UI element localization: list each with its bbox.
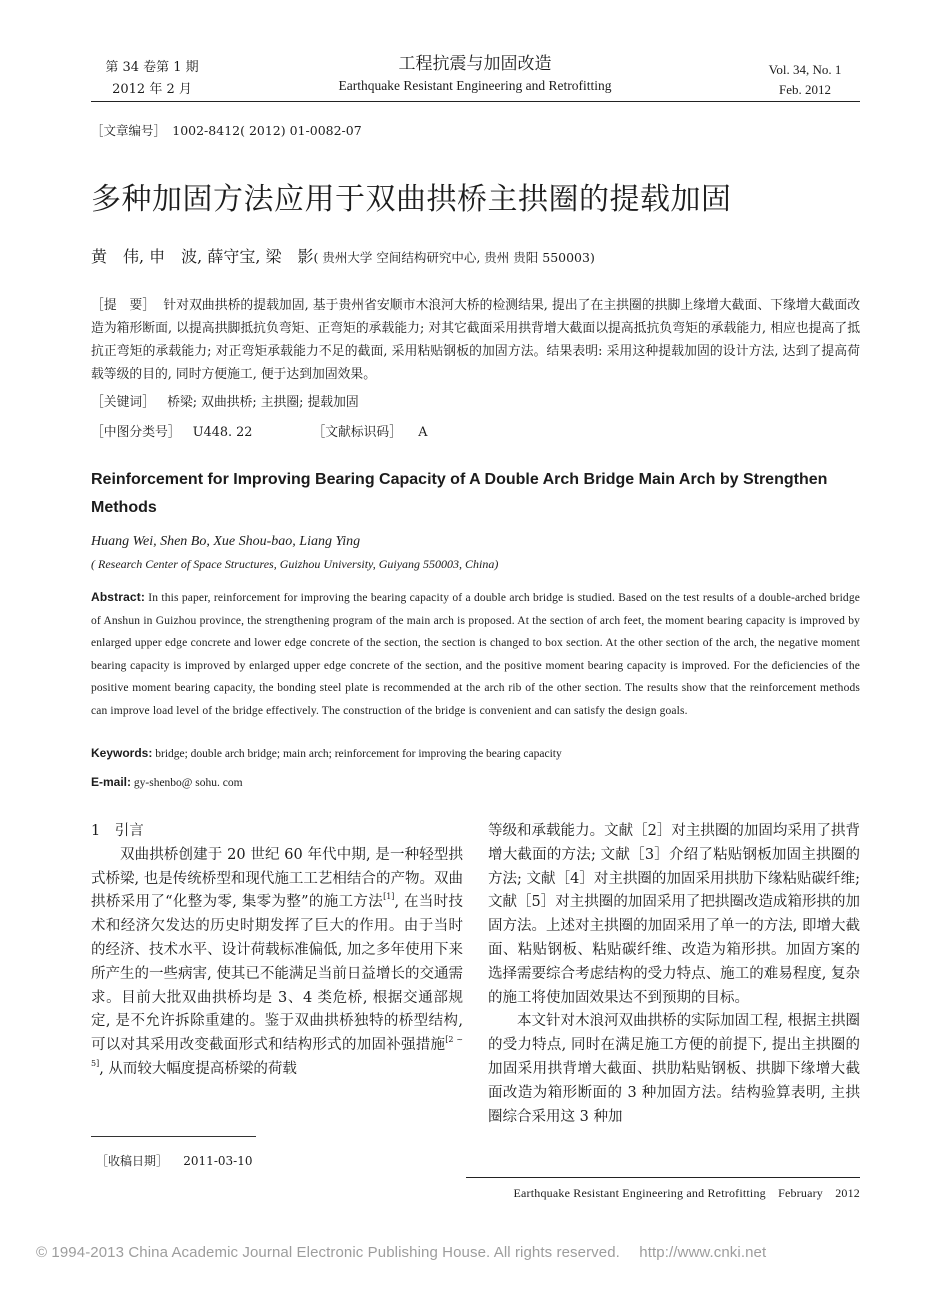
issue-date-cn: 2012 年 2 月 xyxy=(112,82,192,97)
citation-2-5: [2 ~ 5] xyxy=(91,1035,463,1068)
affiliation-cn: ( 贵州大学 空间结构研究中心, 贵州 贵阳 550003) xyxy=(313,250,595,265)
keywords-cn xyxy=(91,391,359,410)
intro-text-a: 双曲拱桥创建于 20 世纪 60 年代中期, 是一种轻型拱式桥梁, 也是传统桥型和现代施工工艺相结合的产物。双曲拱桥采用了“化整为零, 集零为整”的施工方法 xyxy=(91,846,463,911)
paper-title-en: Reinforcement for Improving Bearing Capacity of A Double Arch Bridge Main Arch by Strengthen Methods xyxy=(91,471,828,516)
email-line xyxy=(91,775,243,789)
keywords-en-label: Keywords: xyxy=(91,746,153,760)
received-label: ［收稿日期］ xyxy=(96,1154,169,1168)
journal-issue-cn xyxy=(104,57,200,101)
intro-paragraph-2: 本文针对木浪河双曲拱桥的实际加固工程, 根据主拱圈的受力特点, 同时在满足施工方便的前提下, 提出主拱圈的加固采用拱背增大截面、拱肋粘贴钢板、拱脚下缘增大截面改造为箱形断面的 3 种加固方法。结构验算表明, 主拱圈综合采用这 3 种加 xyxy=(488,1013,860,1125)
classification xyxy=(91,421,428,440)
email-address: gy-shenbo@ sohu. com xyxy=(133,777,243,789)
clc-code: U448. 22 xyxy=(192,425,253,440)
keywords-en-text: bridge; double arch bridge; main arch; reinforcement for improving the bearing capacity xyxy=(155,748,562,760)
abstract-cn xyxy=(91,294,860,386)
body-right-column xyxy=(488,820,860,1129)
intro-text-b: , 在当时技术和经济欠发达的历史时期发挥了巨大的作用。由于当时的经济、技术水平、设计荷载标准偏低, 加之多年使用下来所产生的一些病害, 使其已不能满足当前日益增长的交通需求。目前大批双曲拱桥均是 3、4 类危桥, 根据交通部规定, 是不允许拆除重建的。鉴于双曲拱桥独特的桥型结构, 可以对其采用改变截面形式和结构形式的加固补强措施 xyxy=(91,894,463,1054)
authors-cn xyxy=(91,244,595,267)
doc-code: A xyxy=(418,425,428,440)
journal-issue-en xyxy=(740,60,870,100)
abstract-cn-text: 针对双曲拱桥的提载加固, 基于贵州省安顺市木浪河大桥的检测结果, 提出了在主拱圈的拱脚上缘增大截面、下缘增大截面改造为箱形断面, 以提高拱脚抵抗负弯矩、正弯矩的承载能力; 对其它截面采用拱背增大截面以提高抵抗负弯矩的承载能力, 相应也提高了抵抗正弯矩的承载能力; 对正弯矩承载能力不足的截面, 采用粘贴钢板的加固方法。结果表明: 采用这种提载加固的设计方法, 达到了提高荷载等级的目的, 同时方便施工, 便于达到加固效果。 xyxy=(91,298,861,382)
section-heading-introduction: 1 引言 xyxy=(91,823,144,839)
abstract-cn-label: ［提 要］ xyxy=(91,298,156,313)
copyright-notice: © 1994-2013 China Academic Journal Electronic Publishing House. All rights reserved. http://www.cnki.net xyxy=(36,1244,767,1261)
doc-code-label: ［文献标识码］ xyxy=(312,425,403,440)
journal-name-cn: 工程抗震与加固改造 xyxy=(398,54,552,74)
journal-name-en: Earthquake Resistant Engineering and Retrofitting xyxy=(338,78,612,93)
clc-label: ［中图分类号］ xyxy=(91,425,181,440)
article-number: ［文章编号］ 1002-8412( 2012) 01-0082-07 xyxy=(91,123,362,138)
keywords-cn-text: 桥梁; 双曲拱桥; 主拱圈; 提载加固 xyxy=(167,395,359,410)
issue-volume-cn: 第 34 卷第 1 期 xyxy=(105,60,199,75)
abstract-en-label: Abstract: xyxy=(91,590,146,604)
intro-paragraph-1 xyxy=(91,844,463,1082)
issue-volume-en: Vol. 34, No. 1 xyxy=(768,62,842,77)
intro-text-c: , 从而较大幅度提高桥梁的荷载 xyxy=(99,1060,297,1077)
keywords-cn-label: ［关键词］ xyxy=(91,395,155,410)
affiliation-en: ( Research Center of Space Structures, Guizhou University, Guiyang 550003, China) xyxy=(91,557,499,571)
paper-title-cn: 多种加固方法应用于双曲拱桥主拱圈的提载加固 xyxy=(91,182,732,217)
keywords-en xyxy=(91,746,562,760)
footnote-rule xyxy=(91,1136,256,1137)
abstract-en xyxy=(91,586,860,723)
journal-name xyxy=(270,52,680,96)
email-label: E-mail: xyxy=(91,775,132,789)
header-rule xyxy=(91,101,860,102)
authors-en: Huang Wei, Shen Bo, Xue Shou-bao, Liang Ying xyxy=(91,534,361,549)
running-footer: Earthquake Resistant Engineering and Retrofitting February 2012 xyxy=(513,1186,860,1200)
body-left-column xyxy=(91,820,463,1082)
footer-rule xyxy=(466,1177,860,1178)
issue-date-en: Feb. 2012 xyxy=(779,82,831,97)
received-value: 2011-03-10 xyxy=(183,1154,253,1168)
received-date xyxy=(96,1152,252,1169)
citation-1: [1] xyxy=(383,892,395,902)
intro-paragraph-1-cont: 等级和承载能力。文献［2］对主拱圈的加固均采用了拱背增大截面的方法; 文献［3］介绍了粘贴钢板加固主拱圈的方法; 文献［4］对主拱圈的加固采用拱肋下缘粘贴碳纤维; 文献［5］对主拱圈的加固采用了把拱圈改造成箱形拱的加固方法。上述对主拱圈的加固采用了单一的方法, 即增大截面、粘贴钢板、粘贴碳纤维、改造为箱形拱。加固方案的选择需要综合考虑结构的受力特点、施工的难易程度, 复杂的施工将使加固效果达不到预期的目标。 xyxy=(488,823,860,1006)
author-names-cn: 黄 伟, 申 波, 薛守宝, 梁 影 xyxy=(91,247,314,266)
abstract-en-text: In this paper, reinforcement for improving the bearing capacity of a double arch bridge is studied. Based on the test results of a double-arched bridge of Anshun in Guizhou province, the strengthening program of the main arch is proposed. At the section of arch feet, the moment bearing capacity is improved by enlarged upper edge concrete and lower edge concrete of the section, the section is changed to box section. At the other section of the arch, the negative moment bearing capacity is improved by enlarged upper edge concrete of the section, and the positive moment bearing capacity is improved. For the deficiencies of the positive moment bearing capacity, the bonding steel plate is recommended at the arch rib of the other section. The results show that the reinforcement methods can improve load level of the bridge effectively. The construction of the bridge is convenient and can satisfy the design goals. xyxy=(91,592,860,717)
